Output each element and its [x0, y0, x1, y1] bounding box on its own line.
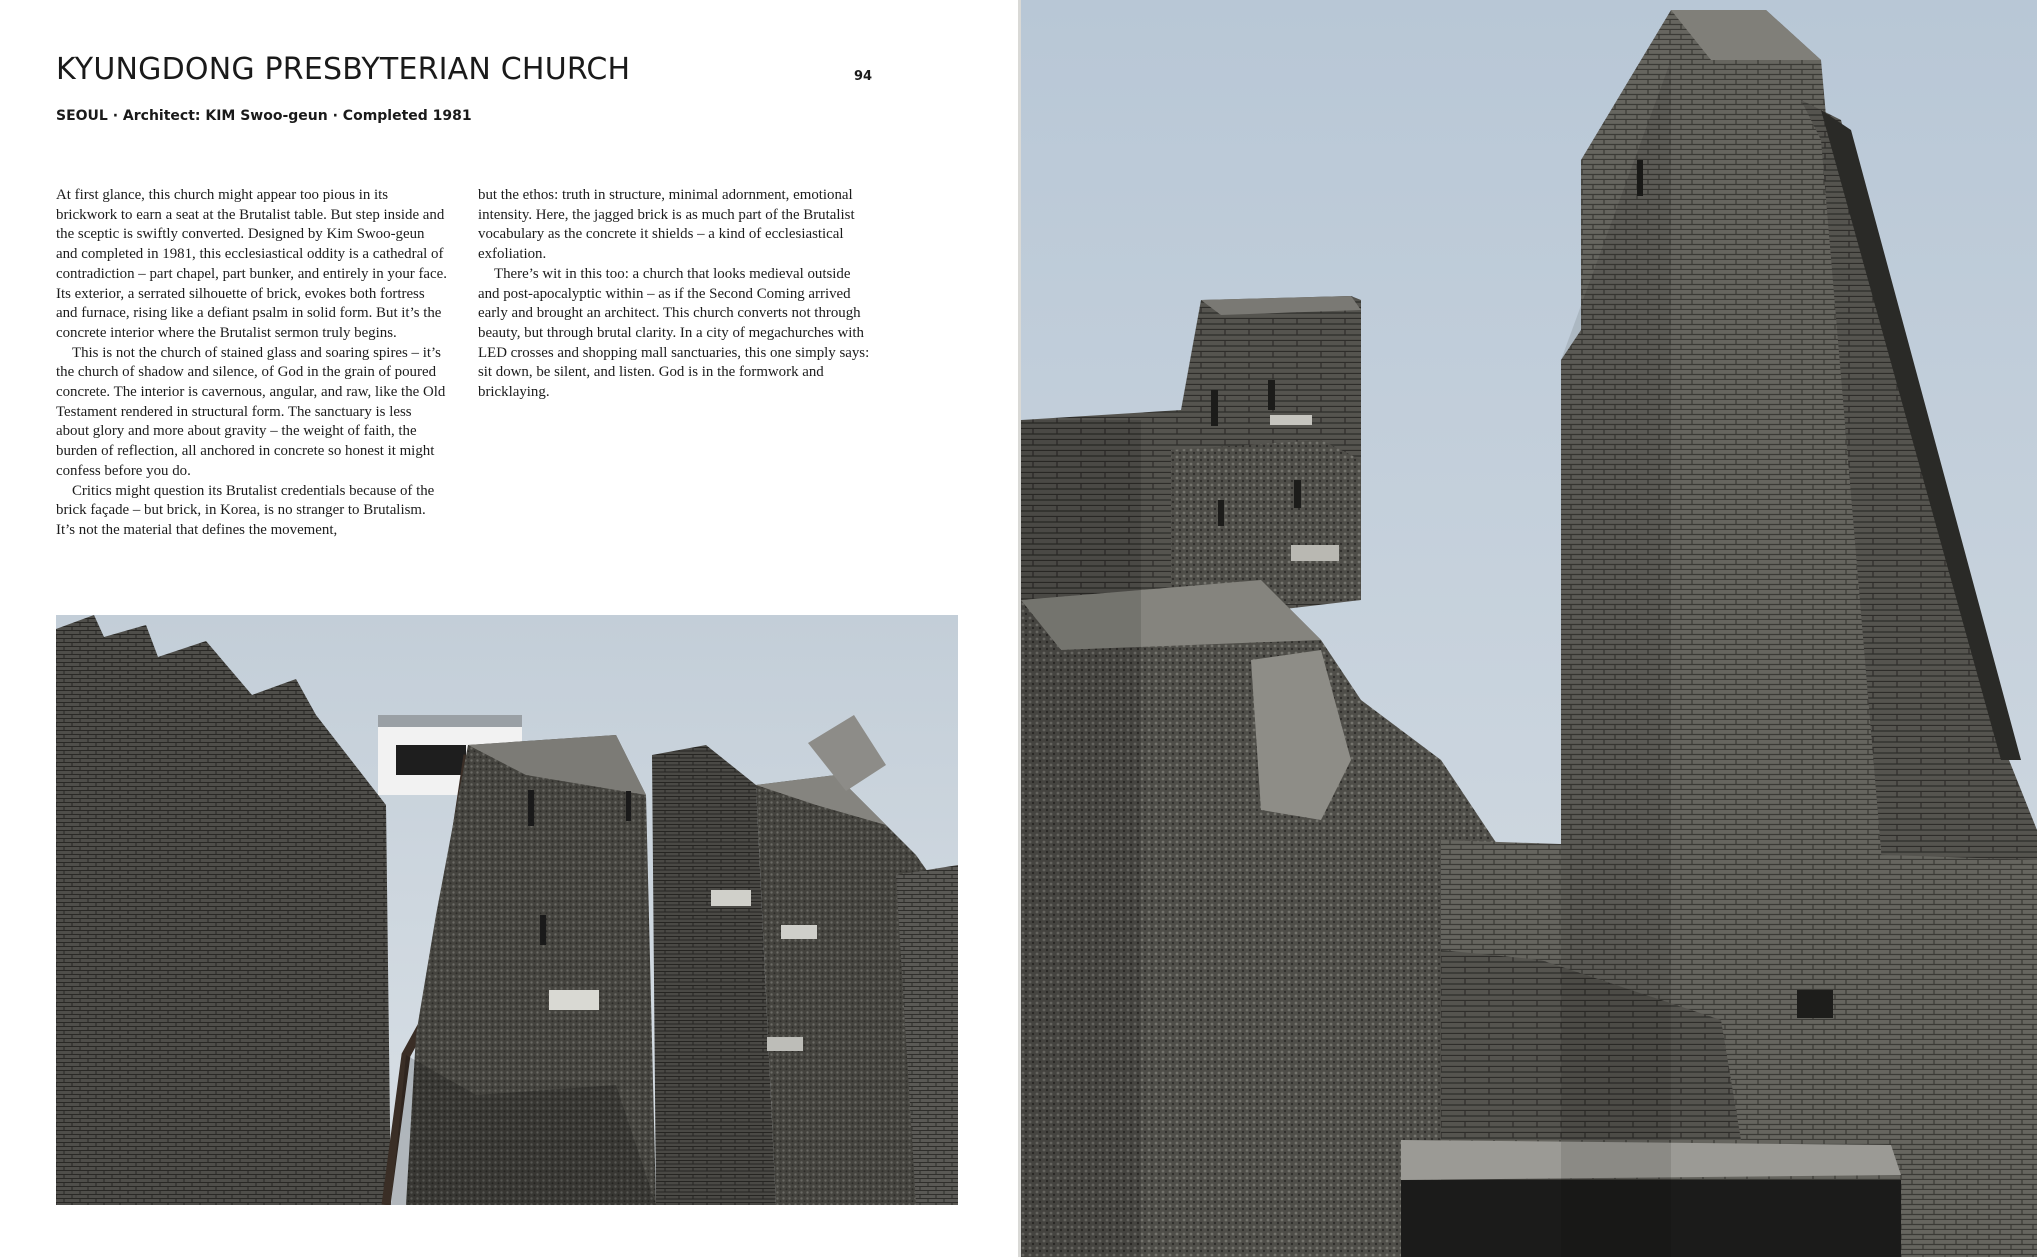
church-tower-image: [1021, 0, 2037, 1257]
text-column-1: [56, 186, 448, 541]
page-title: KYUNGDONG PRESBYTERIAN CHURCH: [56, 52, 631, 87]
page-subtitle: SEOUL · Architect: KIM Swoo-geun · Completed 1981: [56, 108, 472, 124]
church-facade-image: [56, 615, 958, 1205]
church-tower-photo: [1021, 0, 2037, 1257]
paragraph: but the ethos: truth in structure, minimal adornment, emotional intensity. Here, the jagged brick is as much part of the Brutalist vocabulary as the concrete it shields – a kind of ecclesiastical exfoliation.: [478, 187, 855, 263]
paragraph: At first glance, this church might appear too pious in its brickwork to earn a seat at the Brutalist table. But step inside and the sceptic is swiftly converted. Designed by Kim Swoo-geun and completed in 1981, this ecclesiastical oddity is a cathedral of contradiction – part chapel, part bunker, and entirely in your face. Its exterior, a serrated silhouette of brick, evokes both fortress and furnace, rising like a defiant psalm in solid form. But it’s the concrete interior where the Brutalist sermon truly begins.: [56, 187, 447, 341]
church-exterior-photo: [56, 615, 958, 1205]
paragraph: This is not the church of stained glass and soaring spires – it’s the church of shadow and silence, of God in the grain of poured concrete. The interior is cavernous, angular, and raw, like the Old Testament rendered in structural form. The sanctuary is less about glory and more about gravity – the weight of faith, the burden of reflection, all anchored in concrete so honest it might confess before you do.: [56, 344, 446, 479]
paragraph: Critics might question its Brutalist credentials because of the brick façade – but brick, in Korea, is no stranger to Brutalism. It’s not the material that defines the movement,: [56, 482, 435, 538]
right-page: [1021, 0, 2037, 1257]
left-page: [0, 0, 1018, 1257]
paragraph: There’s wit in this too: a church that looks medieval outside and post-apocalyptic within – as if the Second Coming arrived early and brought an architect. This church converts not through beauty, but through brutal clarity. In a city of megachurches with LED crosses and shopping mall sanctuaries, this one simply says: sit down, be silent, and listen. God is in the formwork and bricklaying.: [478, 265, 870, 401]
page-number: 94: [854, 69, 873, 84]
text-column-2: [478, 186, 870, 403]
